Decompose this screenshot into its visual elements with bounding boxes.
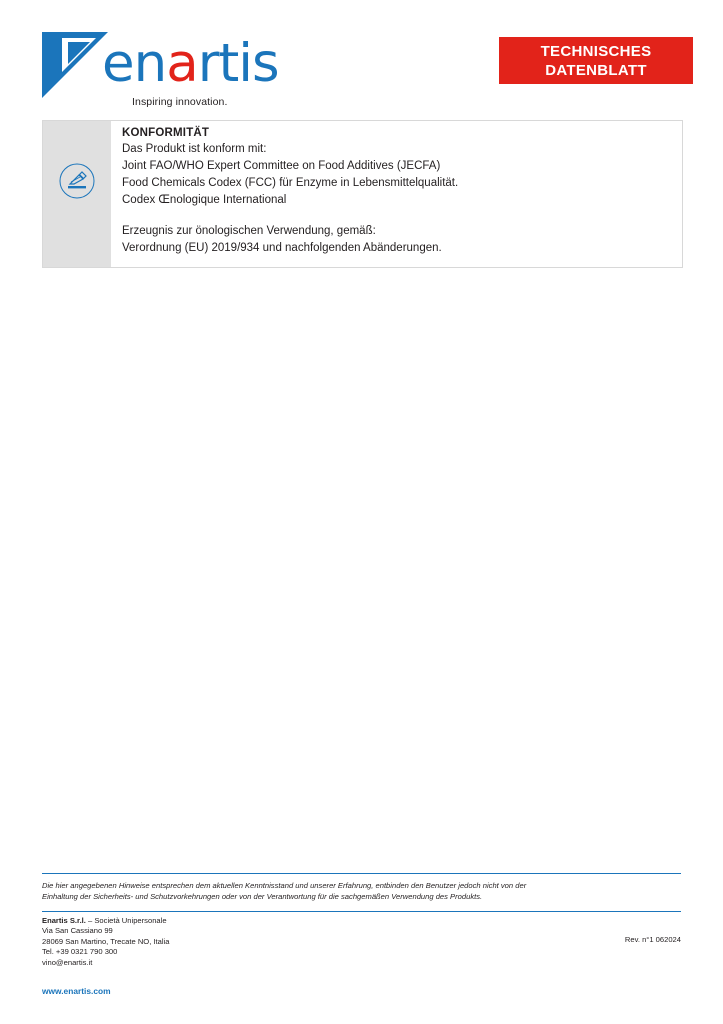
company-email: vino@enartis.it [42, 957, 93, 967]
conformity-line: Food Chemicals Codex (FCC) für Enzyme in Lebensmittelqualität. [122, 177, 459, 189]
company-phone: Tel. +39 0321 790 300 [42, 947, 118, 957]
conformity-icon-column [43, 121, 111, 267]
conformity-section [42, 120, 683, 268]
legal-disclaimer [42, 880, 642, 902]
badge-line-2: DATENBLATT [545, 61, 647, 79]
logo-wordmark [102, 34, 279, 94]
footer-divider-top [42, 873, 681, 874]
disclaimer-line-2: Einhaltung der Sicherheits- und Schutzvorkehrungen oder von der Verantwortung für die sachgemäßen Verwendung des Produkts. [42, 892, 483, 901]
company-name: Enartis S.r.l. [42, 916, 86, 925]
certificate-stamp-icon [59, 163, 95, 199]
disclaimer-line-1: Die hier angegebenen Hinweise entsprechen dem aktuellen Kenntnisstand und unserer Erfahrung, entbinden den Benutzer jedoch nicht von der [42, 881, 527, 890]
conformity-title: KONFORMITÄT [122, 127, 210, 139]
logo-wordmark-part1: en [102, 33, 167, 94]
company-contact-block [42, 916, 169, 968]
enartis-logo-icon [42, 32, 108, 98]
document-header [42, 30, 693, 110]
revision-number: Rev. n°1 062024 [624, 935, 681, 944]
conformity-line: Erzeugnis zur önologischen Verwendung, gemäß: [122, 225, 376, 237]
logo-wordmark-part2: rtis [197, 33, 279, 94]
brand-logo [42, 30, 302, 110]
document-type-badge [499, 37, 693, 84]
logo-wordmark-accent: a [166, 33, 198, 94]
company-address-line-2: 28069 San Martino, Trecate NO, Italia [42, 936, 170, 946]
brand-tagline: Inspiring innovation. [132, 96, 228, 108]
badge-line-1: TECHNISCHES [540, 42, 652, 60]
footer-divider-bottom [42, 911, 681, 912]
company-website-link[interactable]: www.enartis.com [42, 986, 111, 996]
company-legal-form: – Società Unipersonale [88, 916, 167, 925]
conformity-line: Das Produkt ist konform mit: [122, 143, 267, 155]
conformity-line: Codex Œnologique International [122, 194, 287, 206]
conformity-body [111, 121, 682, 267]
conformity-line: Verordnung (EU) 2019/934 und nachfolgenden Abänderungen. [122, 242, 442, 254]
conformity-line: Joint FAO/WHO Expert Committee on Food Additives (JECFA) [122, 160, 441, 172]
company-address-line-1: Via San Cassiano 99 [42, 926, 113, 936]
conformity-spacer [122, 209, 672, 223]
